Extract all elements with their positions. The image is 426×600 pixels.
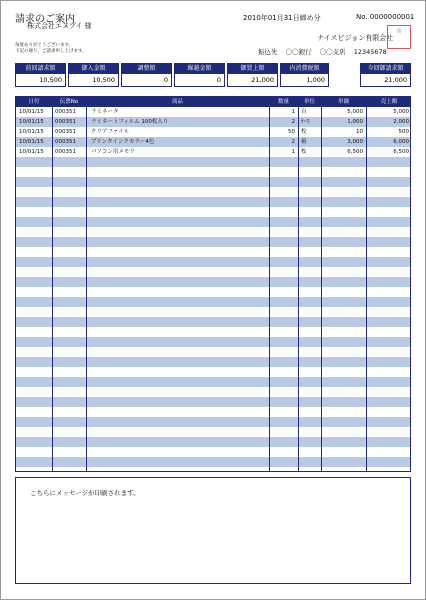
cell-product: ラミネータ xyxy=(91,109,119,115)
table-row xyxy=(16,407,410,417)
table-row xyxy=(16,127,410,137)
table-row xyxy=(16,377,410,387)
column-divider xyxy=(52,97,53,471)
table-row xyxy=(16,177,410,187)
table-row xyxy=(16,267,410,277)
table-row xyxy=(16,217,410,227)
table-row xyxy=(16,317,410,327)
bank-info xyxy=(258,47,393,56)
message-text: こちらにメッセージが印刷されます。 xyxy=(30,489,140,497)
cell-date: 10/01/15 xyxy=(19,109,44,115)
table-row xyxy=(16,297,410,307)
cell-amount: 6,000 xyxy=(393,139,409,145)
cell-unit: 台 xyxy=(301,109,307,115)
column-header-date: 日付 xyxy=(28,99,40,105)
cell-unit: 枚 xyxy=(301,129,307,135)
table-row xyxy=(16,437,410,447)
cell-slip-no: 000351 xyxy=(55,119,76,125)
company-seal: 印 xyxy=(387,25,411,49)
table-header xyxy=(16,97,410,107)
table-row xyxy=(16,387,410,397)
table-row xyxy=(16,287,410,297)
cell-quantity: 2 xyxy=(291,119,295,125)
table-row xyxy=(16,207,410,217)
cell-date: 10/01/15 xyxy=(19,139,44,145)
table-row xyxy=(16,457,410,467)
branch-name: 〇〇支店 xyxy=(319,48,346,56)
table-row xyxy=(16,347,410,357)
closing-date: 2010年01月31日締め分 xyxy=(243,14,321,22)
column-header-unit-price: 単価 xyxy=(337,99,349,105)
cell-quantity: 1 xyxy=(291,149,295,155)
cell-slip-no: 000351 xyxy=(55,149,76,155)
table-row xyxy=(16,167,410,177)
summary-value-payment: 10,500 xyxy=(68,74,119,87)
table-row xyxy=(16,337,410,347)
cell-slip-no: 000351 xyxy=(55,139,76,145)
cell-amount: 5,000 xyxy=(393,109,409,115)
table-row xyxy=(16,447,410,457)
cell-unit-price: 1,000 xyxy=(347,119,363,125)
table-row xyxy=(16,277,410,287)
cell-date: 10/01/15 xyxy=(19,129,44,135)
summary-header-tax: 内消費税額 xyxy=(280,63,329,74)
company-name: ナイスビジョン有限会社 xyxy=(317,34,394,42)
cell-amount: 2,000 xyxy=(393,119,409,125)
column-divider xyxy=(366,97,367,471)
cell-date: 10/01/15 xyxy=(19,149,44,155)
greeting-line-2: 下記の通り、ご請求申し上げます。 xyxy=(15,49,87,54)
line-items-table xyxy=(15,96,411,472)
column-divider xyxy=(321,97,322,471)
table-row xyxy=(16,227,410,237)
table-row xyxy=(16,357,410,367)
invoice-title: 請求のご案内 xyxy=(15,14,75,25)
summary-header-adjustment: 調整額 xyxy=(121,63,172,74)
cell-amount: 6,500 xyxy=(393,149,409,155)
summary-value-adjustment: 0 xyxy=(121,74,172,87)
cell-product: パソコン用メモリ xyxy=(91,149,135,155)
column-divider xyxy=(298,97,299,471)
column-divider xyxy=(86,97,87,471)
table-row xyxy=(16,397,410,407)
table-row xyxy=(16,147,410,157)
cell-unit-price: 6,500 xyxy=(347,149,363,155)
column-header-amount: 売上額 xyxy=(380,99,398,105)
summary-header-total: 今回御請求額 xyxy=(360,63,411,74)
table-row xyxy=(16,137,410,147)
cell-product: プリンタインクカラー4色 xyxy=(91,139,155,145)
summary-value-total: 21,000 xyxy=(360,74,411,87)
cell-unit-price: 5,000 xyxy=(347,109,363,115)
greeting-line-1: 毎度ありがとうございます。 xyxy=(15,43,74,48)
table-row xyxy=(16,247,410,257)
greeting xyxy=(15,43,87,55)
cell-date: 10/01/15 xyxy=(19,119,44,125)
summary-value-tax: 1,000 xyxy=(280,74,329,87)
message-box xyxy=(15,477,411,584)
summary-header-carryover: 繰越金額 xyxy=(174,63,225,74)
table-row xyxy=(16,117,410,127)
cell-unit-price: 10 xyxy=(356,129,363,135)
column-divider xyxy=(269,97,270,471)
column-header-quantity: 数量 xyxy=(277,99,289,105)
table-row xyxy=(16,237,410,247)
table-row xyxy=(16,257,410,267)
summary-header-purchase: 御買上額 xyxy=(227,63,278,74)
table-row xyxy=(16,107,410,117)
table-row xyxy=(16,307,410,317)
column-header-slip-no: 伝票No xyxy=(59,99,79,105)
summary-value-carryover: 0 xyxy=(174,74,225,87)
table-row xyxy=(16,417,410,427)
cell-unit: ｹｰｽ xyxy=(301,119,310,125)
cell-product: ラミネートフィルム 100枚入り xyxy=(91,119,169,125)
cell-amount: 500 xyxy=(398,129,409,135)
customer-name: 株式会社エヌブイ 様 xyxy=(27,22,92,30)
summary-header-payment: 御入金額 xyxy=(68,63,119,74)
summary-value-purchase: 21,000 xyxy=(227,74,278,87)
summary-header-previous: 前回請求額 xyxy=(15,63,66,74)
cell-slip-no: 000351 xyxy=(55,129,76,135)
cell-unit: 箱 xyxy=(301,139,307,145)
cell-quantity: 50 xyxy=(288,129,295,135)
cell-quantity: 1 xyxy=(291,109,295,115)
cell-unit-price: 3,000 xyxy=(347,139,363,145)
table-row xyxy=(16,367,410,377)
table-row xyxy=(16,187,410,197)
table-row xyxy=(16,327,410,337)
invoice-number: No. 0000000001 xyxy=(356,13,415,21)
table-row xyxy=(16,197,410,207)
summary-value-previous: 10,500 xyxy=(15,74,66,87)
bank-name: 〇〇銀行 xyxy=(285,48,312,56)
cell-slip-no: 000351 xyxy=(55,109,76,115)
column-header-unit: 単位 xyxy=(303,99,315,105)
cell-product: クリアファイル xyxy=(91,129,130,135)
cell-unit: 枚 xyxy=(301,149,307,155)
table-row xyxy=(16,157,410,167)
account-number: 12345678 xyxy=(353,48,387,56)
cell-quantity: 2 xyxy=(291,139,295,145)
column-header-product: 商品 xyxy=(171,99,183,105)
bank-label: 振込先 xyxy=(258,48,278,56)
table-row xyxy=(16,427,410,437)
